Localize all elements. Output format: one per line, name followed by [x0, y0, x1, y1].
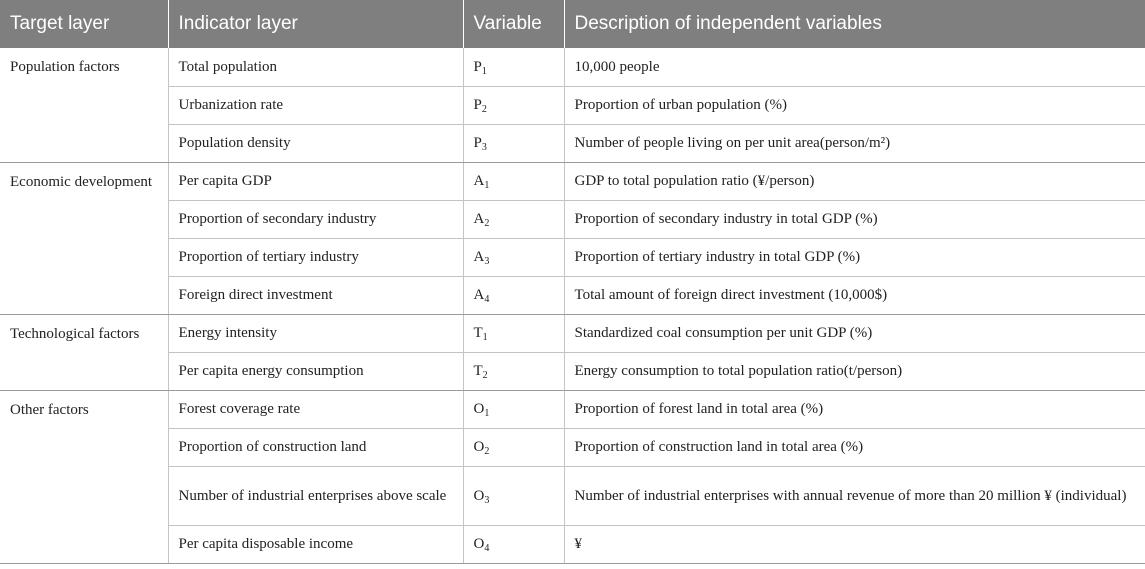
variable-letter: P [473, 58, 482, 75]
variable-letter: O [473, 536, 485, 552]
variable-subscript: 2 [481, 104, 487, 115]
description-cell: Total amount of foreign direct investment (10,000$) [564, 276, 1145, 314]
description-cell: Proportion of forest land in total area (%) [564, 390, 1145, 428]
table-row [0, 48, 1145, 86]
indicator-cell: Proportion of construction land [168, 428, 463, 466]
indicator-cell: Per capita GDP [168, 162, 463, 200]
header-row [0, 0, 1145, 48]
description-cell: Standardized coal consumption per unit GDP (%) [564, 314, 1145, 352]
variable-subscript: 3 [484, 494, 490, 506]
header-description: Description of independent variables [564, 0, 1145, 48]
table-row [0, 466, 1145, 525]
variable-letter: O [473, 439, 485, 455]
indicator-cell: Energy intensity [168, 314, 463, 352]
description-cell: Proportion of construction land in total area (%) [564, 428, 1145, 466]
table-row [0, 162, 1145, 200]
indicator-cell: Proportion of secondary industry [168, 200, 463, 238]
variable-subscript: 4 [484, 543, 490, 554]
description-cell: Number of industrial enterprises with annual revenue of more than 20 million ¥ (individual) [564, 466, 1145, 525]
table-row [0, 86, 1145, 124]
indicator-cell: Number of industrial enterprises above scale [168, 466, 463, 525]
variable-letter: T [473, 363, 483, 379]
variable-cell [463, 352, 564, 390]
description-cell: Proportion of tertiary industry in total GDP (%) [564, 238, 1145, 276]
variable-cell [463, 525, 564, 563]
variable-cell [463, 314, 564, 352]
variable-cell [463, 162, 564, 200]
description-cell: Proportion of secondary industry in total GDP (%) [564, 200, 1145, 238]
description-cell: ¥ [564, 525, 1145, 563]
header-variable: Variable [463, 0, 564, 48]
table-row [0, 238, 1145, 276]
table-row [0, 525, 1145, 563]
variable-letter: P [473, 97, 482, 113]
table-row [0, 428, 1145, 466]
variable-cell [463, 200, 564, 238]
variable-cell [463, 86, 564, 124]
variable-cell [463, 390, 564, 428]
indicator-cell: Forest coverage rate [168, 390, 463, 428]
variable-subscript: 1 [484, 408, 490, 419]
variable-cell [463, 48, 564, 86]
description-cell: Energy consumption to total population ratio(t/person) [564, 352, 1145, 390]
variable-subscript: 4 [484, 294, 490, 305]
description-cell: Proportion of urban population (%) [564, 86, 1145, 124]
variable-letter: A [473, 249, 485, 265]
variable-subscript: 2 [482, 370, 488, 381]
table-row [0, 390, 1145, 428]
header-indicator-layer: Indicator layer [168, 0, 463, 48]
variable-subscript: 1 [481, 65, 487, 77]
indicator-cell: Per capita disposable income [168, 525, 463, 563]
variable-subscript: 1 [484, 180, 490, 191]
description-cell: Number of people living on per unit area(person/m²) [564, 124, 1145, 162]
variable-letter: A [473, 211, 485, 227]
target-cell: Technological factors [0, 314, 168, 390]
indicator-cell: Proportion of tertiary industry [168, 238, 463, 276]
target-cell: Population factors [0, 48, 168, 162]
variable-cell [463, 124, 564, 162]
indicator-cell: Urbanization rate [168, 86, 463, 124]
variable-subscript: 1 [482, 332, 488, 343]
variable-letter: P [473, 135, 482, 151]
indicator-cell: Population density [168, 124, 463, 162]
variable-letter: O [473, 487, 485, 504]
header-target-layer: Target layer [0, 0, 168, 48]
indicator-cell: Foreign direct investment [168, 276, 463, 314]
table-row [0, 314, 1145, 352]
target-cell: Other factors [0, 390, 168, 563]
variable-letter: O [473, 401, 485, 417]
indicator-cell: Total population [168, 48, 463, 86]
variable-subscript: 3 [481, 142, 487, 153]
variable-cell [463, 276, 564, 314]
table-row [0, 124, 1145, 162]
description-cell: GDP to total population ratio (¥/person) [564, 162, 1145, 200]
indicator-cell: Per capita energy consumption [168, 352, 463, 390]
table-row [0, 276, 1145, 314]
description-cell: 10,000 people [564, 48, 1145, 86]
variable-subscript: 3 [484, 256, 490, 267]
table-row [0, 200, 1145, 238]
variable-cell [463, 428, 564, 466]
variable-letter: T [473, 325, 483, 341]
variable-subscript: 2 [484, 446, 490, 457]
variable-cell [463, 238, 564, 276]
target-cell: Economic development [0, 162, 168, 314]
variable-letter: A [473, 287, 485, 303]
variable-subscript: 2 [484, 218, 490, 229]
variable-letter: A [473, 173, 485, 189]
variable-cell [463, 466, 564, 525]
table-row [0, 352, 1145, 390]
